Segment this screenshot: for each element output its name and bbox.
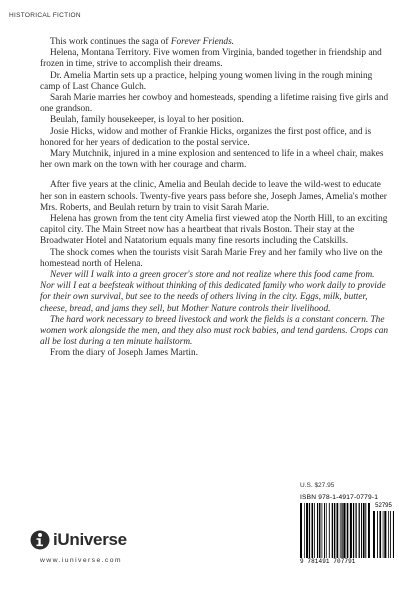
intro-paragraph-5: Beulah, family housekeeper, is loyal to her position. [50,115,244,126]
barcode-bar [337,503,339,558]
diary-quote-2: The hard work necessary to breed livestock and work the fields is a constant concern. The women work alongside the men, and they also must rock babies, and tend gardens. Crops can all be lost during a ten minute hailstorm. [40,314,389,348]
price-label: U.S. $27.95 [300,482,335,489]
barcode-bar [365,503,366,558]
intro-paragraph-3: Dr. Amelia Martin sets up a practice, helping young women living in the rough mining camp of Last Chance Gulch. [40,70,373,92]
barcode-bar [317,503,318,558]
barcode-bar [388,511,389,558]
barcode-bar [334,503,335,558]
barcode-bar [356,503,357,558]
barcode-bar [383,511,384,558]
barcode-bar [390,511,391,558]
diary-paragraph-2 [40,315,390,349]
barcode-bar [312,503,314,558]
barcode-bar [341,503,342,558]
ean-number-label: 9 781491 707791 [300,558,356,565]
intro-paragraph-1 [40,37,390,48]
story-paragraph-2: Helena has grown from the tent city Amelia first viewed atop the North Hill, to an exciting capitol city. The Main Street now has a heartbeat that rivals Boston. Their stay at the Broadwater Hotel and Natatorium equals many fine resorts including the Catskills. [40,214,388,247]
publisher-name: iUniverse [53,530,127,549]
barcode-bar [361,503,362,558]
series-title: Forever Friends. [170,37,235,47]
barcode [300,494,394,570]
intro-paragraph-7: Mary Mutchnik, injured in a mine explosion and sentenced to life in a wheel chair, makes her own mark on the town with her courage and charm. [40,149,384,171]
barcode-bar [363,503,365,558]
barcode-bar [319,503,320,558]
barcode-bar [309,503,310,558]
intro-paragraph-6: Josie Hicks, widow and mother of Frankie Hicks, organizes the first post office, and is honored for her years of dedication to the postal service. [40,126,372,148]
genre-label: HISTORICAL FICTION [9,12,81,19]
barcode-bar [314,503,315,558]
intro-paragraph-2: Helena, Montana Territory. Five women from Virginia, banded together in friendship and frozen in time, strive to accomplish their dreams. [40,48,382,70]
barcode-bar [329,503,330,558]
addon-barcode-bars [373,511,394,558]
barcode-bar [384,511,386,558]
barcode-bar [347,503,349,558]
publisher-website: www.iuniverse.com [40,557,122,564]
barcode-bar [350,503,352,558]
barcode-bar [353,503,354,558]
diary-quote-1: Never will I walk into a green grocer's store and not realize where this food came from. Nor will I eat a beefsteak without thinking of this dedicated family who work daily to provide for their own survival, but see to the needs of others living in the city. Eggs, milk, butter, cheese, bread, and jams they sell, but Mother Nature controls their livelihood. [40,270,386,314]
publisher-logo [30,530,127,550]
barcode-bar [322,503,323,558]
barcode-bar [304,503,305,558]
diary-attribution: From the diary of Joseph James Martin. [50,348,198,359]
barcode-bar [306,503,308,558]
barcode-bar [324,503,325,558]
barcode-bar [373,511,375,558]
barcode-bar [368,503,370,558]
iuniverse-logo-icon [30,530,50,550]
ean-barcode-bars [300,503,372,558]
back-cover-copy [40,37,390,360]
barcode-bar [340,503,341,558]
isbn-label: ISBN 978-1-4917-0779-1 [300,494,379,501]
barcode-bar [332,503,333,558]
story-paragraph-1: After five years at the clinic, Amelia and Beulah decide to leave the wild-west to educate her son in eastern schools. Twenty-five years pass before she, Joseph James, Amelia's mother Mrs. Roberts, and Beulah return by train to visit Sarah Marie. [40,180,387,213]
barcode-bar [377,511,378,558]
barcode-bar [326,503,327,558]
barcode-bar [393,511,394,558]
diary-paragraph-1 [40,270,390,315]
addon-code-label: 52795 [375,503,392,509]
intro-paragraph-4: Sarah Marie marries her cowboy and homesteads, spending a lifetime raising five girls and one grandson. [40,93,389,115]
barcode-bar [343,503,345,558]
barcode-bar [359,503,360,558]
intro-text: This work continues the saga of [50,37,171,47]
barcode-bar [379,511,381,558]
story-paragraph-3: The shock comes when the tourists visit Sarah Marie Frey and her family who live on the homestead north of Helena. [40,247,383,269]
barcode-bar [300,503,302,558]
